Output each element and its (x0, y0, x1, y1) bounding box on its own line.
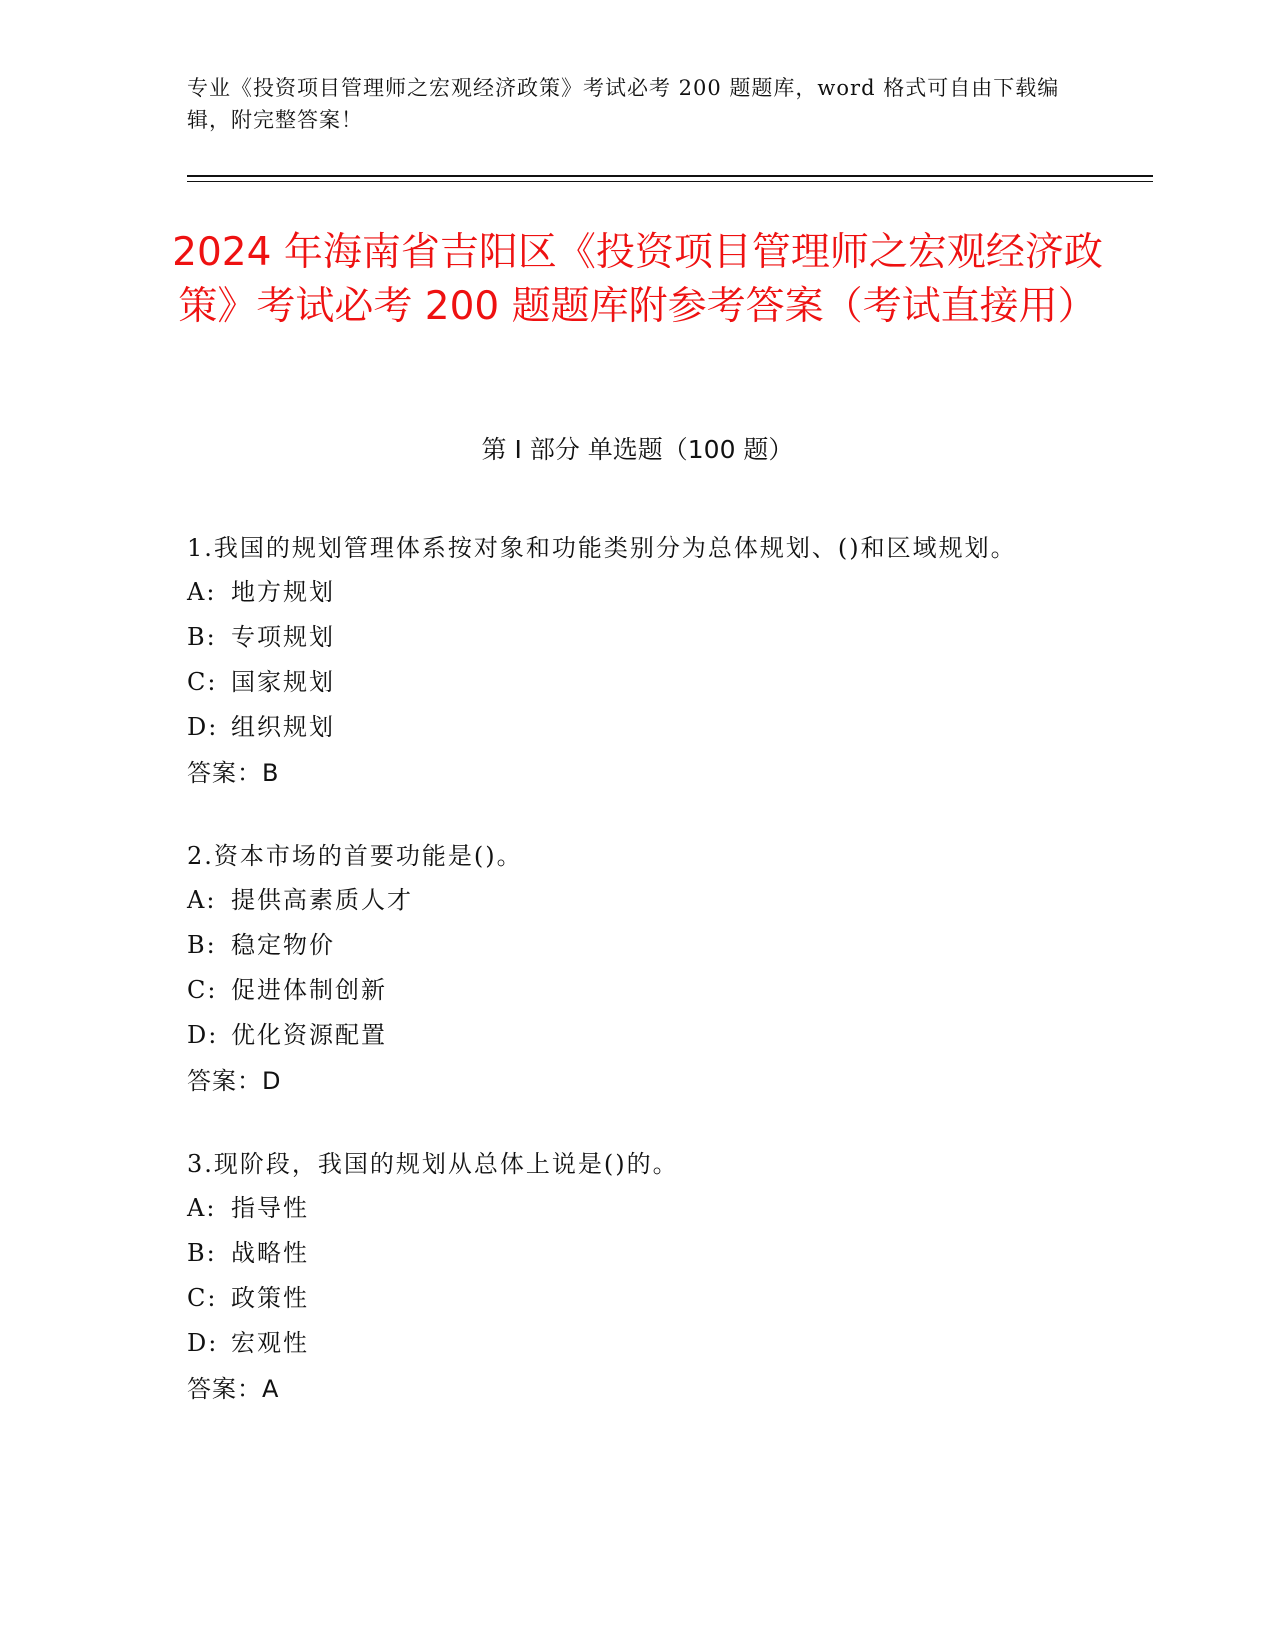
answer-line: 答案：D (187, 1067, 282, 1095)
option-key: C: (187, 1284, 218, 1312)
header-rule-thick (187, 175, 1153, 177)
option-b (187, 1231, 1067, 1276)
section-title: 第 I 部分 单选题（100 题） (481, 435, 794, 464)
option-text: 优化资源配置 (231, 1021, 387, 1049)
option-key: D: (187, 713, 219, 741)
header-note: 专业《投资项目管理师之宏观经济政策》考试必考 200 题题库，word 格式可自由下载编辑，附完整答案！ (187, 76, 1060, 132)
option-text: 促进体制创新 (231, 976, 387, 1004)
option-text: 专项规划 (231, 623, 335, 651)
option-c (187, 968, 1067, 1013)
option-key: B: (187, 1239, 217, 1267)
option-key: A: (187, 886, 217, 914)
option-d (187, 1013, 1067, 1058)
option-a (187, 878, 1067, 923)
option-text: 组织规划 (231, 713, 335, 741)
option-key: B: (187, 623, 217, 651)
option-key: A: (187, 1194, 217, 1222)
option-key: C: (187, 976, 218, 1004)
option-text: 战略性 (231, 1239, 309, 1267)
option-a (187, 570, 1067, 615)
option-key: B: (187, 931, 217, 959)
option-text: 指导性 (231, 1194, 309, 1222)
option-key: C: (187, 668, 218, 696)
header-rule-thin (187, 181, 1153, 182)
question-stem: 3.现阶段，我国的规划从总体上说是()的。 (187, 1150, 679, 1178)
option-text: 地方规划 (231, 578, 335, 606)
option-d (187, 705, 1067, 750)
option-key: D: (187, 1329, 219, 1357)
document-title: 2024 年海南省吉阳区《投资项目管理师之宏观经济政策》考试必考 200 题题库附参考答案（考试直接用） (172, 230, 1103, 329)
option-b (187, 615, 1067, 660)
question-2 (187, 834, 1067, 1104)
question-stem: 2.资本市场的首要功能是()。 (187, 842, 523, 870)
question-3 (187, 1142, 1067, 1412)
option-c (187, 660, 1067, 705)
answer-line: 答案：A (187, 1375, 280, 1403)
option-b (187, 923, 1067, 968)
option-c (187, 1276, 1067, 1321)
option-key: A: (187, 578, 217, 606)
option-a (187, 1186, 1067, 1231)
option-text: 宏观性 (231, 1329, 309, 1357)
option-text: 国家规划 (231, 668, 335, 696)
answer-line: 答案：B (187, 759, 280, 787)
option-text: 政策性 (231, 1284, 309, 1312)
option-key: D: (187, 1021, 219, 1049)
option-d (187, 1321, 1067, 1366)
option-text: 稳定物价 (231, 931, 335, 959)
question-1 (187, 526, 1067, 796)
question-stem: 1.我国的规划管理体系按对象和功能类别分为总体规划、()和区域规划。 (187, 534, 1017, 562)
option-text: 提供高素质人才 (231, 886, 413, 914)
question-list (187, 526, 1067, 1450)
